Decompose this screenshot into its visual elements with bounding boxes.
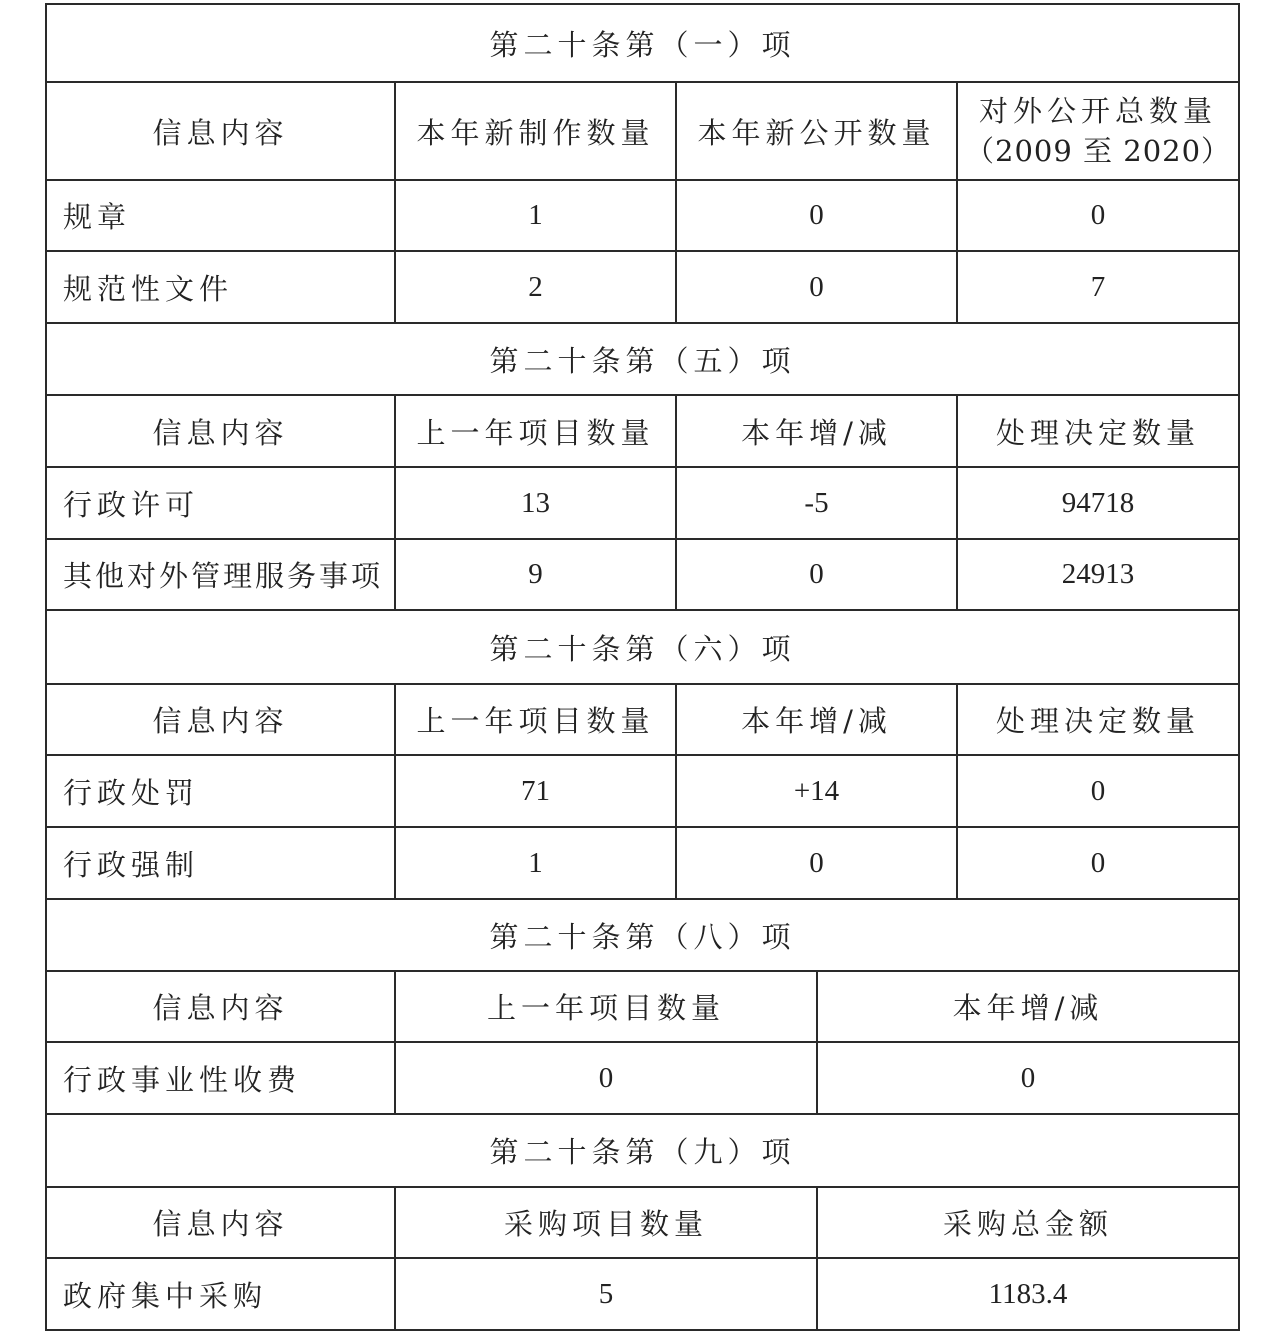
row-label: 政府集中采购 (46, 1258, 395, 1330)
cell-value: 13 (395, 467, 676, 539)
row-label: 行政事业性收费 (46, 1042, 395, 1114)
cell-value: 9 (395, 539, 676, 610)
cell-value: 0 (817, 1042, 1239, 1114)
header-cell: 信息内容 (46, 971, 395, 1042)
cell-value: 0 (957, 827, 1239, 899)
header-cell: 本年新制作数量 (395, 82, 676, 180)
header-cell: 信息内容 (46, 82, 395, 180)
row-label: 规范性文件 (46, 251, 395, 323)
cell-value: 7 (957, 251, 1239, 323)
header-line: （2009 至 2020） (965, 134, 1232, 168)
section-title: 第二十条第（一）项 (46, 4, 1239, 82)
header-cell: 上一年项目数量 (395, 684, 676, 755)
cell-value: 0 (957, 180, 1239, 251)
cell-value: 0 (957, 755, 1239, 827)
cell-value: 1183.4 (817, 1258, 1239, 1330)
section-title: 第二十条第（九）项 (46, 1114, 1239, 1187)
section-title: 第二十条第（八）项 (46, 899, 1239, 971)
header-cell (957, 82, 1239, 180)
header-cell: 处理决定数量 (957, 684, 1239, 755)
header-cell: 信息内容 (46, 395, 395, 467)
cell-value: 0 (395, 1042, 817, 1114)
header-line: 对外公开总数量 (979, 94, 1218, 128)
header-cell: 本年增/减 (817, 971, 1239, 1042)
disclosure-table (45, 3, 1240, 1331)
header-cell: 上一年项目数量 (395, 395, 676, 467)
row-label: 其他对外管理服务事项 (46, 539, 395, 610)
cell-value: 5 (395, 1258, 817, 1330)
header-cell: 信息内容 (46, 1187, 395, 1258)
cell-value: 71 (395, 755, 676, 827)
cell-value: 2 (395, 251, 676, 323)
cell-value: 1 (395, 827, 676, 899)
header-cell: 信息内容 (46, 684, 395, 755)
header-cell: 采购总金额 (817, 1187, 1239, 1258)
header-cell: 本年新公开数量 (676, 82, 957, 180)
section-title: 第二十条第（六）项 (46, 610, 1239, 684)
cell-value: +14 (676, 755, 957, 827)
row-label: 行政许可 (46, 467, 395, 539)
cell-value: 0 (676, 180, 957, 251)
row-label: 行政强制 (46, 827, 395, 899)
cell-value: -5 (676, 467, 957, 539)
header-cell: 处理决定数量 (957, 395, 1239, 467)
header-cell: 上一年项目数量 (395, 971, 817, 1042)
header-cell: 本年增/减 (676, 395, 957, 467)
header-cell: 本年增/减 (676, 684, 957, 755)
section-title: 第二十条第（五）项 (46, 323, 1239, 395)
cell-value: 0 (676, 539, 957, 610)
row-label: 规章 (46, 180, 395, 251)
cell-value: 0 (676, 251, 957, 323)
cell-value: 1 (395, 180, 676, 251)
row-label: 行政处罚 (46, 755, 395, 827)
header-cell: 采购项目数量 (395, 1187, 817, 1258)
cell-value: 24913 (957, 539, 1239, 610)
cell-value: 94718 (957, 467, 1239, 539)
cell-value: 0 (676, 827, 957, 899)
